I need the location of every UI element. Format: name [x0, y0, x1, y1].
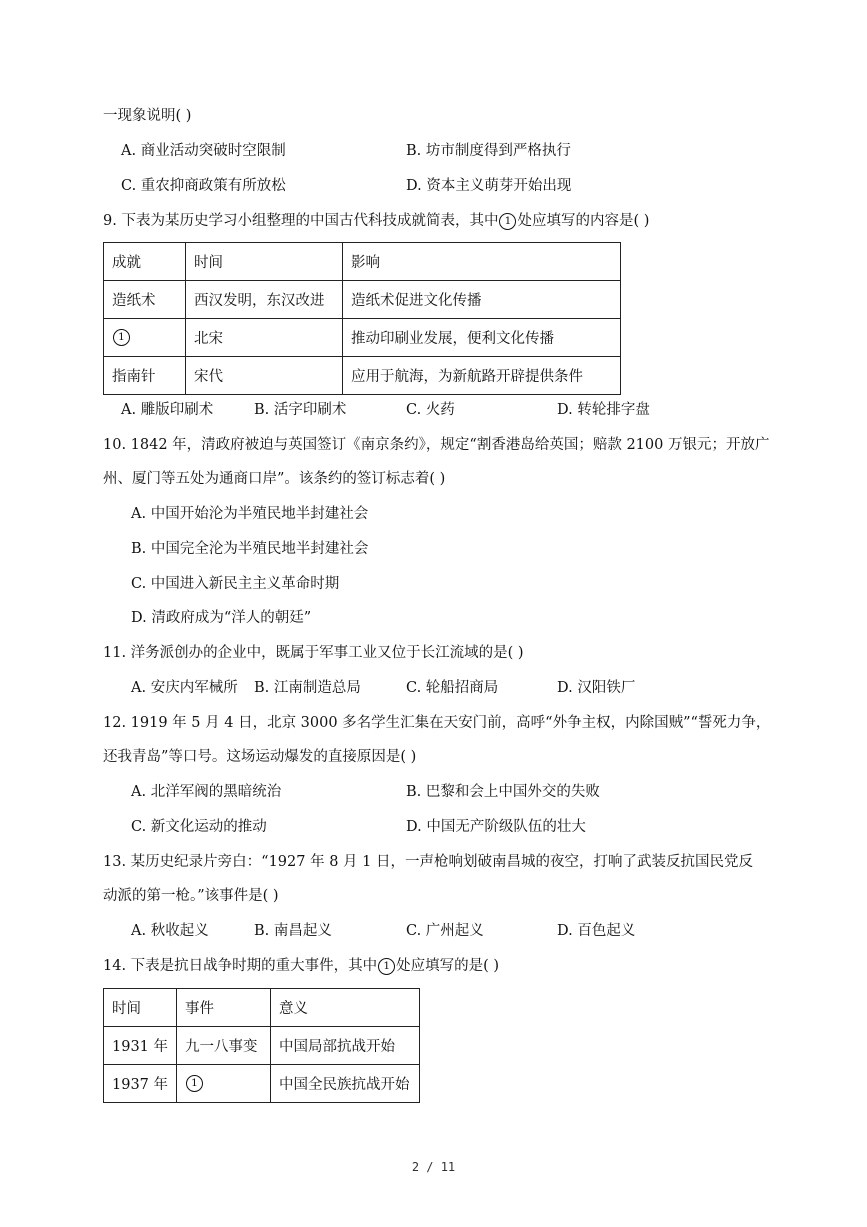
q9-option-c[interactable]: C. 火药 — [406, 402, 455, 418]
q8-option-a[interactable]: A. 商业活动突破时空限制 — [121, 143, 286, 159]
table-cell: 造纸术 — [104, 281, 186, 319]
table-cell: 造纸术促进文化传播 — [343, 281, 621, 319]
q12-stem-line1: 12. 1919 年 5 月 4 日，北京 3000 多名学生汇集在天安门前，高呼“外争主权，内除国贼”“誓死力争， — [103, 715, 771, 731]
table-header: 意义 — [271, 989, 420, 1027]
q14-stem-after: 处应填写的是( ) — [396, 958, 500, 974]
q10-option-c[interactable]: C. 中国进入新民主主义革命时期 — [131, 576, 340, 592]
circled-number-icon: 1 — [113, 329, 130, 346]
question-continuation: 一现象说明( ) — [103, 108, 192, 124]
q10-option-d[interactable]: D. 清政府成为“洋人的朝廷” — [131, 610, 312, 626]
q11-option-b[interactable]: B. 江南制造总局 — [254, 680, 361, 696]
q10-option-b[interactable]: B. 中国完全沦为半殖民地半封建社会 — [131, 541, 369, 557]
q9-option-d[interactable]: D. 转轮排字盘 — [557, 402, 650, 418]
table-row — [104, 1065, 420, 1103]
q14-stem-before: 14. 下表是抗日战争时期的重大事件，其中 — [103, 958, 378, 974]
q11-option-c[interactable]: C. 轮船招商局 — [406, 680, 499, 696]
table-cell: 北宋 — [186, 319, 343, 357]
circled-number-icon: 1 — [378, 958, 395, 975]
q13-option-b[interactable]: B. 南昌起义 — [254, 923, 332, 939]
q11-option-d[interactable]: D. 汉阳铁厂 — [557, 680, 636, 696]
table-cell: 推动印刷业发展，便利文化传播 — [343, 319, 621, 357]
q13-option-c[interactable]: C. 广州起义 — [406, 923, 484, 939]
q9-option-a[interactable]: A. 雕版印刷术 — [121, 402, 214, 418]
q13-stem-line1: 13. 某历史纪录片旁白：“1927 年 8 月 1 日，一声枪响划破南昌城的夜空，打响了武装反抗国民党反 — [103, 854, 753, 870]
q13-option-d[interactable]: D. 百色起义 — [557, 923, 636, 939]
table-cell: 1931 年 — [104, 1027, 177, 1065]
q8-option-c[interactable]: C. 重农抑商政策有所放松 — [121, 178, 286, 194]
q10-stem-line1: 10. 1842 年，清政府被迫与英国签订《南京条约》，规定“割香港岛给英国；赔款 2100 万银元；开放广 — [103, 437, 770, 453]
table-row — [104, 319, 621, 357]
table-cell: 九一八事变 — [177, 1027, 271, 1065]
q13-stem-line2: 动派的第一枪。”该事件是( ) — [103, 888, 279, 904]
table-header: 时间 — [186, 243, 343, 281]
table-cell: 1937 年 — [104, 1065, 177, 1103]
table-row — [104, 357, 621, 395]
table-header-row — [104, 243, 621, 281]
table-cell: 中国局部抗战开始 — [271, 1027, 420, 1065]
table-row — [104, 1027, 420, 1065]
q9-option-b[interactable]: B. 活字印刷术 — [254, 402, 347, 418]
q12-stem-line2: 还我青岛”等口号。这场运动爆发的直接原因是( ) — [103, 749, 417, 765]
q12-option-c[interactable]: C. 新文化运动的推动 — [131, 819, 267, 835]
q12-option-d[interactable]: D. 中国无产阶级队伍的壮大 — [406, 819, 586, 835]
q8-option-d[interactable]: D. 资本主义萌芽开始出现 — [406, 178, 572, 194]
table-header: 成就 — [104, 243, 186, 281]
q9-stem-before: 9. 下表为某历史学习小组整理的中国古代科技成就简表，其中 — [103, 213, 499, 229]
table-cell: 应用于航海，为新航路开辟提供条件 — [343, 357, 621, 395]
q8-option-b[interactable]: B. 坊市制度得到严格执行 — [406, 143, 571, 159]
table-cell: 指南针 — [104, 357, 186, 395]
table-header: 事件 — [177, 989, 271, 1027]
q10-stem-line2: 州、厦门等五处为通商口岸”。该条约的签订标志着( ) — [103, 471, 446, 487]
q12-option-b[interactable]: B. 巴黎和会上中国外交的失败 — [406, 784, 600, 800]
q10-option-a[interactable]: A. 中国开始沦为半殖民地半封建社会 — [131, 506, 369, 522]
table-cell: 中国全民族抗战开始 — [271, 1065, 420, 1103]
table-cell — [177, 1065, 271, 1103]
table-header: 影响 — [343, 243, 621, 281]
page-number: 2 / 11 — [411, 1160, 456, 1174]
table-cell: 西汉发明，东汉改进 — [186, 281, 343, 319]
table-header-row — [104, 989, 420, 1027]
table-cell: 宋代 — [186, 357, 343, 395]
table-header: 时间 — [104, 989, 177, 1027]
table-cell — [104, 319, 186, 357]
q13-option-a[interactable]: A. 秋收起义 — [131, 923, 209, 939]
q12-option-a[interactable]: A. 北洋军阀的黑暗统治 — [131, 784, 282, 800]
table-row — [104, 281, 621, 319]
q14-table — [103, 988, 420, 1103]
q11-stem: 11. 洋务派创办的企业中，既属于军事工业又位于长江流域的是( ) — [103, 645, 524, 661]
q14-stem — [103, 954, 499, 975]
q9-table — [103, 242, 621, 395]
circled-number-icon: 1 — [186, 1075, 203, 1092]
q9-stem — [103, 209, 649, 230]
q11-option-a[interactable]: A. 安庆内军械所 — [131, 680, 238, 696]
q9-stem-after: 处应填写的内容是( ) — [517, 213, 650, 229]
circled-number-icon: 1 — [499, 213, 516, 230]
